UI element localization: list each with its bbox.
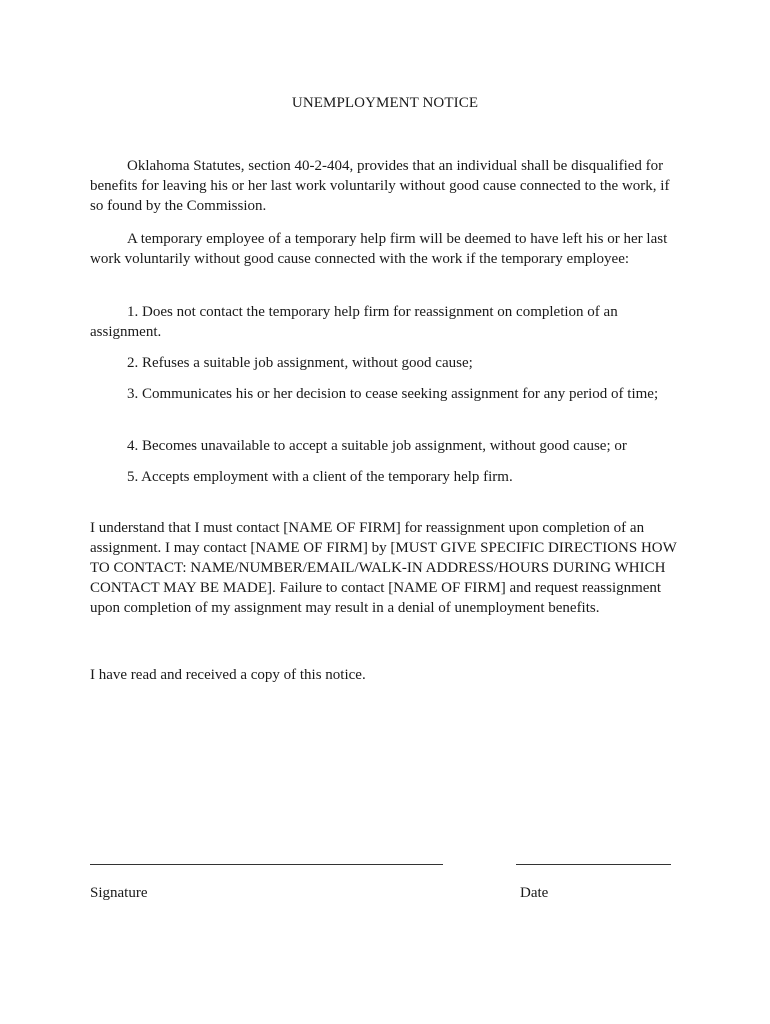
list-item: 2. Refuses a suitable job assignment, without good cause; [127, 355, 473, 371]
understanding-paragraph: I understand that I must contact [NAME OF FIRM] for reassignment upon completion of an assignment. I may contact [NAME OF FIRM] by [MUST GIVE SPECIFIC DIRECTIONS HOW TO CONTACT: NAME/NUMBER/EMAIL/WALK-IN ADDRESS/HOURS DURING WHICH CONTACT MAY BE MADE]. Failure to contact [NAME OF FIRM] and request reassignment upon completion of my assignment may result in a denial of unemployment benefits. [90, 520, 677, 616]
statute-paragraph: Oklahoma Statutes, section 40-2-404, provides that an individual shall be disqualified for benefits for leaving his or her last work voluntarily without good cause connected to the work, if so found by the Commission. [90, 158, 670, 214]
temporary-employee-paragraph: A temporary employee of a temporary help firm will be deemed to have left his or her last work voluntarily without good cause connected with the work if the temporary employee: [90, 231, 668, 267]
list-item: 3. Communicates his or her decision to cease seeking assignment for any period of time; [127, 386, 659, 402]
list-item: 5. Accepts employment with a client of the temporary help firm. [127, 469, 513, 485]
date-label: Date [520, 885, 549, 901]
acknowledgement-text: I have read and received a copy of this notice. [90, 667, 366, 683]
list-item: 4. Becomes unavailable to accept a suitable job assignment, without good cause; or [127, 438, 627, 454]
signature-line[interactable] [90, 850, 443, 865]
list-item: 1. Does not contact the temporary help firm for reassignment on completion of an assignment. [90, 304, 618, 340]
document-title: UNEMPLOYMENT NOTICE [291, 95, 479, 111]
signature-label: Signature [90, 885, 148, 901]
date-line[interactable] [516, 850, 671, 865]
